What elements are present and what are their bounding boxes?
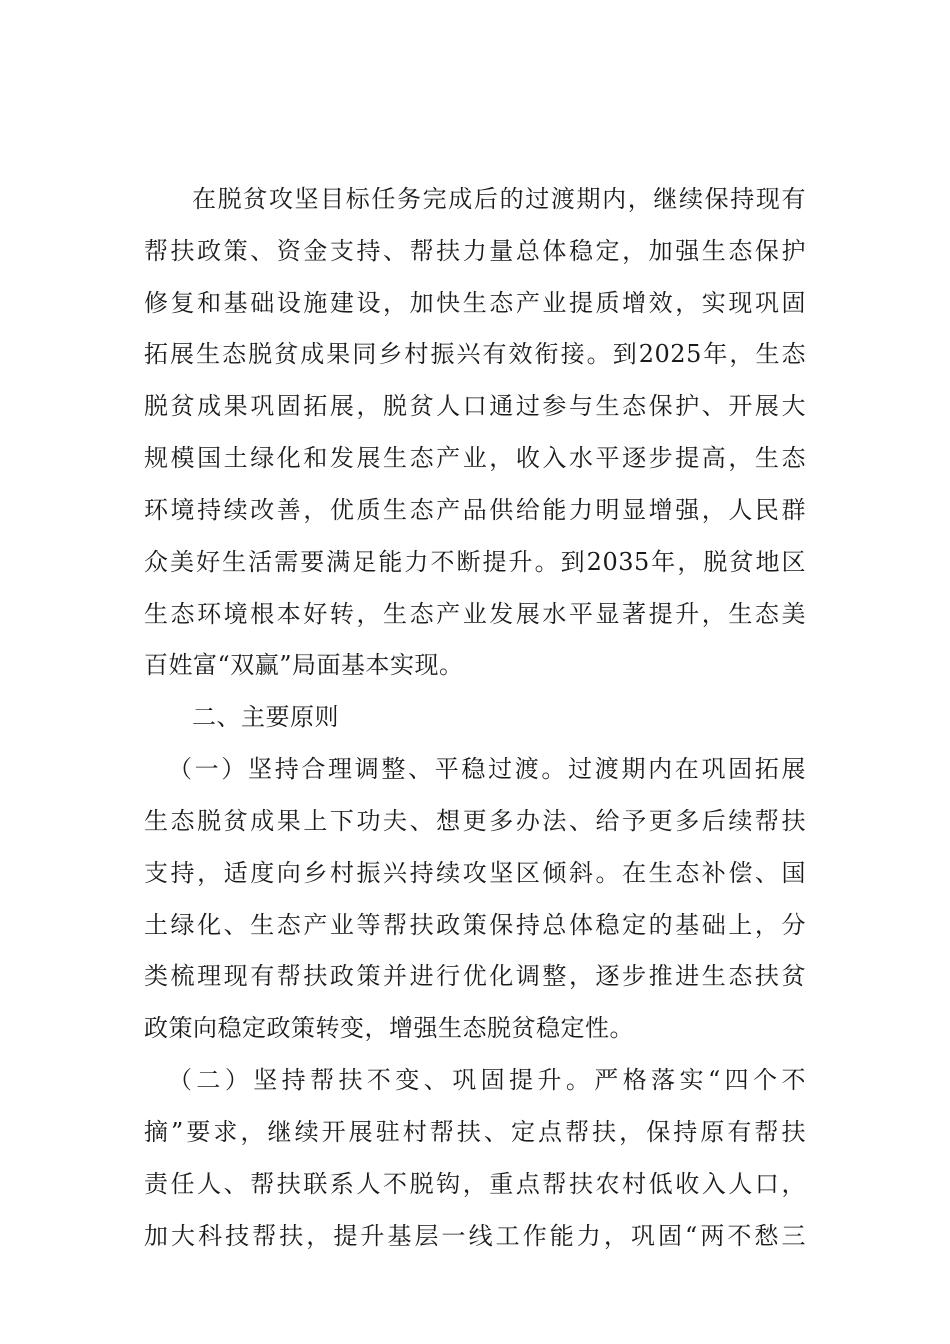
paragraph-line: 在脱贫攻坚目标任务完成后的过渡期内，继续保持现有	[192, 185, 806, 213]
paragraph-line: 支持，适度向乡村振兴持续攻坚区倾斜。在生态补偿、国	[144, 859, 806, 887]
paragraph-line: 修复和基础设施建设，加快生态产业提质增效，实现巩固	[144, 289, 806, 317]
paragraph-line: 政策向稳定政策转变，增强生态脱贫稳定性。	[144, 1014, 634, 1042]
paragraph-line: 拓展生态脱贫成果同乡村振兴有效衔接。到2025年，生态	[144, 340, 806, 368]
paragraph-line: 责任人、帮扶联系人不脱钩，重点帮扶农村低收入人口，	[144, 1170, 806, 1198]
section-heading: 二、主要原则	[192, 703, 339, 731]
paragraph-line: 众美好生活需要满足能力不断提升。到2035年，脱贫地区	[144, 548, 806, 576]
paragraph-line: 类梳理现有帮扶政策并进行优化调整，逐步推进生态扶贫	[144, 962, 806, 990]
paragraph-line: 规模国土绿化和发展生态产业，收入水平逐步提高，生态	[144, 444, 806, 472]
paragraph-line: （二）坚持帮扶不变、巩固提升。严格落实“四个不	[168, 1066, 806, 1094]
paragraph-line: 生态脱贫成果上下功夫、想更多办法、给予更多后续帮扶	[144, 807, 806, 835]
paragraph-line: 脱贫成果巩固拓展，脱贫人口通过参与生态保护、开展大	[144, 392, 806, 420]
paragraph-line: 帮扶政策、资金支持、帮扶力量总体稳定，加强生态保护	[144, 237, 806, 265]
paragraph-line: 土绿化、生态产业等帮扶政策保持总体稳定的基础上，分	[144, 911, 806, 939]
paragraph-line: （一）坚持合理调整、平稳过渡。过渡期内在巩固拓展	[168, 755, 806, 783]
paragraph-line: 加大科技帮扶，提升基层一线工作能力，巩固“两不愁三	[144, 1222, 806, 1250]
paragraph-line: 环境持续改善，优质生态产品供给能力明显增强，人民群	[144, 496, 806, 524]
paragraph-line: 百姓富“双赢”局面基本实现。	[144, 651, 464, 679]
paragraph-line: 生态环境根本好转，生态产业发展水平显著提升，生态美	[144, 600, 806, 628]
paragraph-line: 摘”要求，继续开展驻村帮扶、定点帮扶，保持原有帮扶	[144, 1118, 806, 1146]
